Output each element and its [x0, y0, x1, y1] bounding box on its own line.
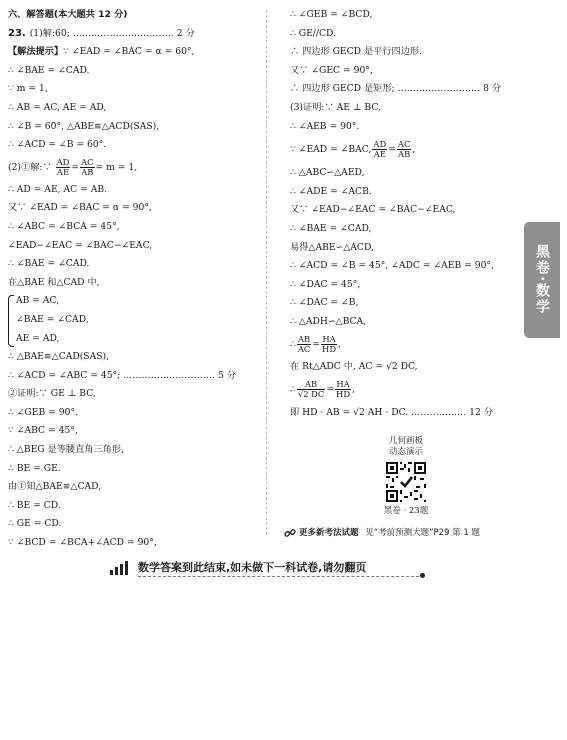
line: AE = AD,: [16, 332, 60, 344]
line: ∴ ∠DAC = ∠B,: [290, 297, 359, 309]
line: ∠BAE = ∠CAD,: [16, 313, 89, 325]
score-mark: ……………………… 8 分: [397, 83, 502, 95]
line: ∴ 四边形 GECD 是平行四边形.: [290, 46, 422, 58]
fraction: $\frac{HA}{HD}$: [336, 379, 351, 400]
fraction: $\frac{HA}{HD}$: [322, 333, 337, 354]
line: 又∵ ∠GEC = 90°,: [290, 64, 373, 76]
line: ∴ AD = AE, AC = AB.: [8, 183, 107, 195]
line: (3)证明:∵ AE ⊥ BC,: [290, 101, 381, 113]
hint-tag: 【解法提示】: [8, 46, 64, 58]
line: ∴ △BAE≌△CAD(SAS),: [8, 351, 110, 363]
line: ∴ $\frac{AB}{AC}$ = $\frac{HA}{HD}$ .: [290, 333, 341, 354]
line: ∴ ∠BAE = ∠CAD.: [8, 64, 90, 76]
qr-block: [376, 436, 436, 517]
line: ∴ BE = GE.: [8, 462, 61, 474]
line: 易得△ABE∽△ACD,: [290, 241, 374, 253]
score-mark: ………………………… 5 分: [123, 369, 236, 381]
line: ∴ ∠ACD = ∠ABC = 45°; ………………………… 5 分: [8, 369, 236, 381]
qr-code-icon[interactable]: [384, 460, 428, 504]
subject-side-tab: 黑卷·数学: [524, 222, 560, 338]
fraction: $\frac{AC}{AB}$: [81, 156, 94, 177]
line: AB = AC,: [16, 295, 60, 307]
dashed-underline: [138, 576, 424, 577]
column-divider: [266, 10, 267, 535]
score-mark: ……………… 12 分: [411, 407, 493, 419]
end-notice-text: 数学答案到此结束,如未做下一科试卷,请勿翻页: [138, 561, 367, 574]
line: ∴ ∠ACD = ∠B = 45°, ∠ADC = ∠AEB = 90°,: [290, 260, 494, 272]
fraction: $\frac{AD}{AE}$: [373, 139, 387, 160]
line: ∴ ∠DAC = 45°,: [290, 278, 361, 290]
line: 在 Rt△ADC 中, AC = √2 DC,: [290, 360, 418, 372]
line: ∴ ∠AEB = 90°.: [290, 120, 360, 132]
line: ∴ △BEG 是等腰直角三角形,: [8, 444, 124, 456]
line: ∵ m = 1,: [8, 83, 48, 95]
line: ∴ GE = CD.: [8, 518, 62, 530]
fraction: $\frac{AB}{AC}$: [297, 333, 311, 354]
line: 在△BAE 和△CAD 中,: [8, 276, 100, 288]
more-questions-label: 更多新考法试题: [299, 528, 359, 538]
more-questions-bar: [284, 525, 524, 541]
section-heading: 六、解答题(本大题共 12 分): [8, 9, 128, 20]
line: ∴ ∠ADE = ∠ACB.: [290, 185, 372, 197]
line: ∴ ∠BAE = ∠CAD,: [290, 222, 372, 234]
qr-label-1: 几何画板: [388, 436, 423, 446]
line: ∴ ∠BAE = ∠CAD.: [8, 258, 90, 270]
line: ∵ ∠EAD = ∠BAC, $\frac{AD}{AE}$ = $\frac{AC}{AB}$ ,: [290, 139, 416, 160]
line: ∴ 四边形 GECD 是矩形; ……………………… 8 分: [290, 83, 502, 95]
line: ∴ ∠ACD = ∠B = 60°.: [8, 139, 107, 151]
line: 又∵ ∠EAD−∠EAC = ∠BAC−∠EAC,: [290, 204, 456, 216]
line: ∠EAD−∠EAC = ∠BAC−∠EAC,: [8, 239, 153, 251]
fraction: $\frac{AD}{AE}$: [56, 156, 70, 177]
line: 又∵ ∠EAD = ∠BAC = α = 90°,: [8, 202, 152, 214]
fraction: $\frac{AB}{√2 DC}$: [297, 379, 325, 400]
line: ∴ △ABC∽△AED,: [290, 167, 365, 179]
line: 【解法提示】∵ ∠EAD = ∠BAC = α = 60°,: [8, 46, 195, 58]
score-mark: …………………………… 2 分: [72, 27, 195, 39]
left-column: [8, 6, 260, 553]
line: ∴ ∠GEB = 90°.: [8, 406, 79, 418]
line: ∴ ∠GEB = ∠BCD,: [290, 9, 373, 20]
equation-system: [8, 292, 260, 348]
line: ∴ △ADH∽△BCA,: [290, 315, 367, 327]
link-icon: [284, 527, 296, 539]
signal-bars-icon: [110, 561, 132, 575]
line: ∴ GE//CD.: [290, 27, 336, 39]
end-of-answers-notice: [110, 558, 430, 578]
line: 即 HD · AB = √2 AH · DC. ……………… 12 分: [290, 407, 493, 419]
fraction: $\frac{AC}{AB}$: [397, 139, 411, 160]
line: (2)①解:∵ $\frac{AD}{AE}$ = $\frac{AC}{AB}$ = m = 1,: [8, 156, 138, 177]
line: ∴ AB = AC, AE = AD,: [8, 101, 107, 113]
line: ∴ ∠ABC = ∠BCA = 45°,: [8, 220, 120, 232]
line: ∴ ∠B = 60°, △ABE≌△ACD(SAS),: [8, 120, 160, 132]
line: ∵ ∠BCD = ∠BCA+∠ACD = 90°,: [8, 537, 157, 549]
end-dot: [420, 573, 425, 578]
line: ∴ BE = CD.: [8, 499, 61, 511]
qr-caption: 黑卷 · 23题: [383, 506, 429, 516]
more-questions-ref: 见“考前预测大题”P29 第 1 题: [365, 528, 480, 538]
brace: [8, 295, 14, 347]
line: 由①知△BAE≌△CAD,: [8, 481, 102, 493]
qr-label-2: 动态演示: [388, 447, 423, 457]
line: 23. (1)解:60; …………………………… 2 分: [8, 27, 195, 39]
line: ∴ $\frac{AB}{√2 DC}$ = $\frac{HA}{HD}$ ,: [290, 379, 355, 400]
line: ∵ ∠ABC = 45°,: [8, 425, 78, 437]
right-column: [290, 6, 518, 423]
line: ②证明:∵ GE ⊥ BC,: [8, 388, 96, 400]
question-number: 23.: [8, 27, 26, 39]
